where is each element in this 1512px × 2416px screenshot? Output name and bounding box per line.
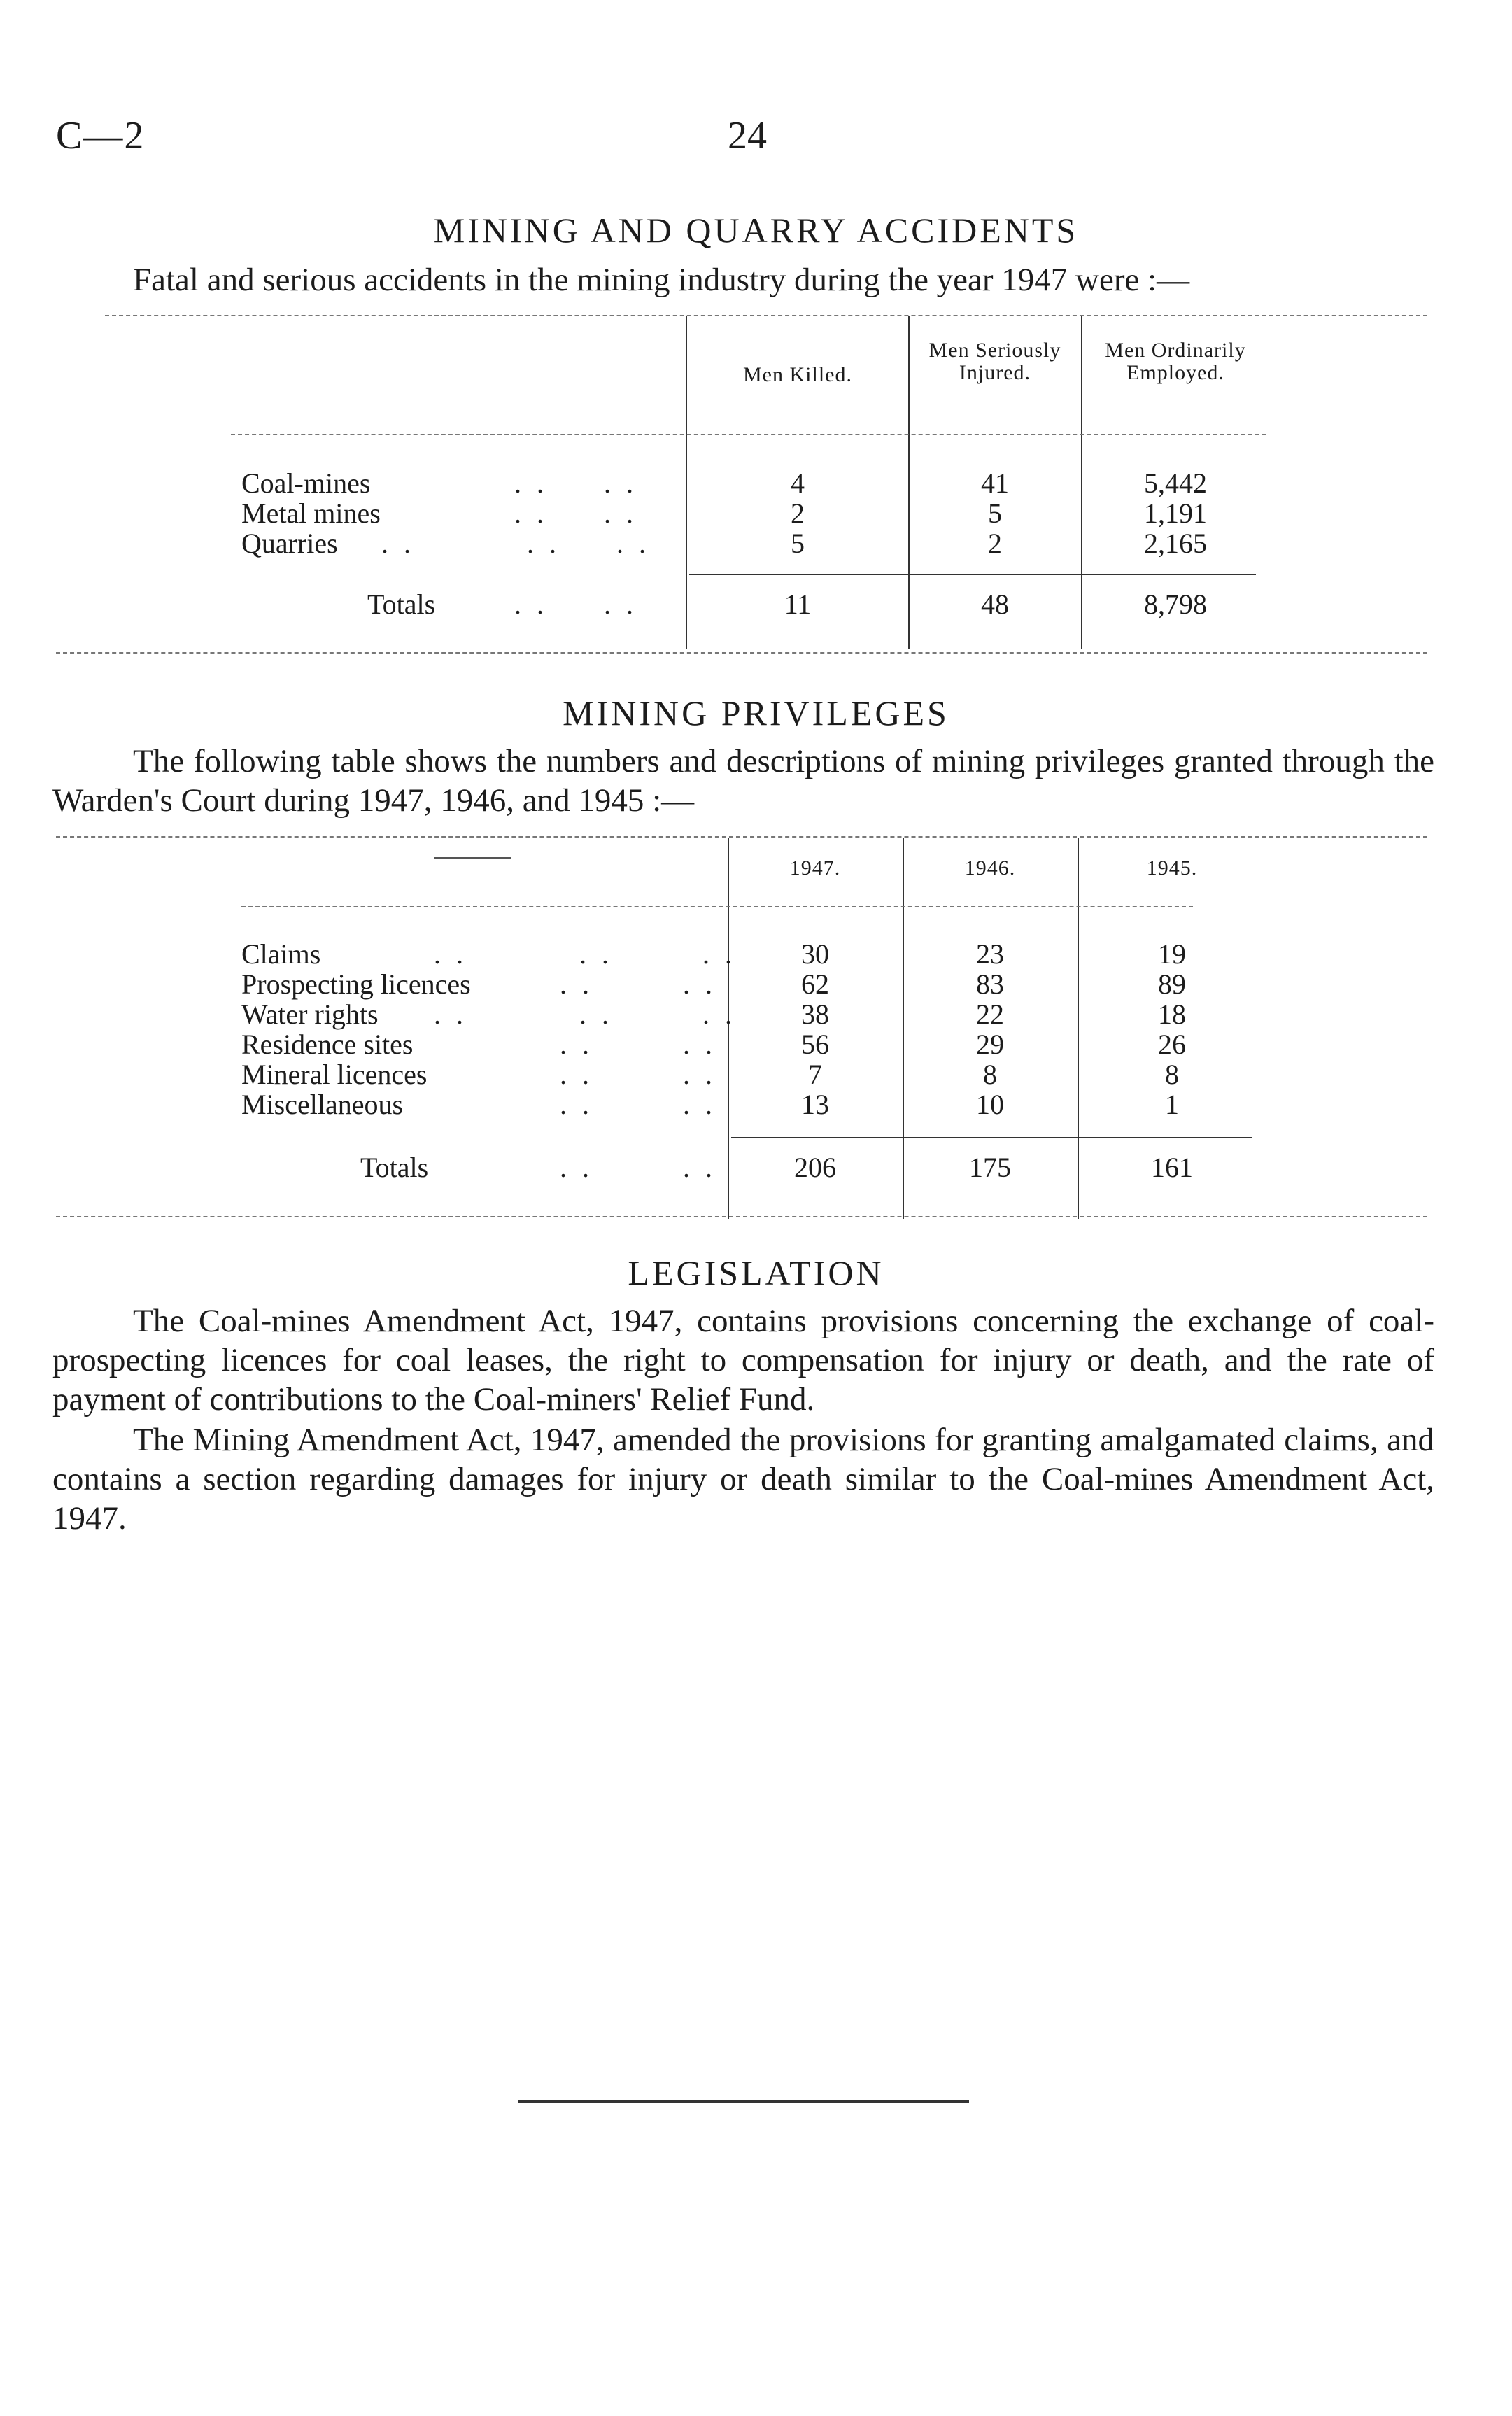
- leader-dots: . . . .: [514, 497, 637, 529]
- leader-dots: . . . .: [560, 1059, 716, 1090]
- cell-injured: 5: [988, 497, 1002, 529]
- row-label: Coal-mines: [241, 467, 371, 499]
- totals-rule: [731, 1137, 1252, 1138]
- totals-label: Totals: [367, 588, 436, 620]
- totals-rule: [689, 574, 1256, 575]
- table-bottom-rule: [56, 652, 1427, 654]
- row-label: Water rights: [241, 998, 379, 1030]
- header-rule: [241, 906, 1193, 907]
- table-bottom-rule: [56, 1216, 1427, 1217]
- legislation-paragraph: The Coal-mines Amendment Act, 1947, contains provisions concerning the exchange of coal-prospecting licences for coal leases, the right to compensation for injury or death, and the rate of payment of contributions to the Coal-miners' Relief Fund.: [52, 1303, 1434, 1418]
- header-men-killed: Men Killed.: [743, 363, 852, 386]
- cell-employed: 5,442: [1144, 467, 1207, 499]
- cell-killed: 2: [791, 497, 805, 529]
- table-top-rule: [105, 315, 1427, 316]
- closing-rule: [518, 2100, 969, 2103]
- row-label: Miscellaneous: [241, 1089, 404, 1120]
- stub-dash: [434, 857, 511, 859]
- header-rule: [231, 434, 1266, 435]
- total-injured: 48: [981, 588, 1009, 620]
- cell-1946: 22: [976, 998, 1004, 1030]
- totals-label: Totals: [360, 1152, 429, 1183]
- accidents-intro: Fatal and serious accidents in the mining industry during the year 1947 were :—: [133, 262, 1190, 298]
- privileges-heading: MINING PRIVILEGES: [563, 693, 949, 733]
- total-1946: 175: [969, 1152, 1011, 1183]
- leader-dots: . . . . . .: [434, 998, 736, 1030]
- header-1945: 1945.: [1146, 856, 1198, 879]
- privileges-intro: The following table shows the numbers and descriptions of mining privileges granted through the Warden's Court during 1947, 1946, and 1945 :—: [52, 743, 1434, 819]
- leader-dots: . . . .: [560, 1089, 716, 1120]
- legislation-paragraph: The Mining Amendment Act, 1947, amended the provisions for granting amalgamated claims, and contains a section regarding damages for injury or death similar to the Coal-mines Amendment Act, 1947.: [52, 1422, 1434, 1537]
- header-men-employed: Men Ordinarily Employed.: [1105, 339, 1246, 384]
- leader-dots: . . . .: [514, 467, 637, 499]
- cell-injured: 2: [988, 528, 1002, 559]
- header-1947: 1947.: [789, 856, 841, 879]
- cell-1946: 8: [983, 1059, 997, 1090]
- column-divider: [908, 316, 910, 649]
- legislation-heading: LEGISLATION: [628, 1253, 884, 1292]
- header-men-injured: Men Seriously Injured.: [928, 339, 1061, 384]
- cell-employed: 1,191: [1144, 497, 1207, 529]
- leader-dots: . . . .: [560, 968, 716, 1000]
- cell-1947: 38: [801, 998, 829, 1030]
- accidents-heading: MINING AND QUARRY ACCIDENTS: [433, 211, 1079, 250]
- cell-1945: 26: [1158, 1029, 1186, 1060]
- cell-1945: 19: [1158, 938, 1186, 970]
- leader-dots: . . . . . .: [434, 938, 736, 970]
- cell-1946: 29: [976, 1029, 1004, 1060]
- row-label: Quarries: [241, 528, 338, 559]
- total-employed: 8,798: [1144, 588, 1207, 620]
- row-label: Claims: [241, 938, 321, 970]
- column-divider: [686, 316, 687, 649]
- cell-1947: 56: [801, 1029, 829, 1060]
- cell-1945: 8: [1165, 1059, 1179, 1090]
- cell-1946: 23: [976, 938, 1004, 970]
- total-1947: 206: [794, 1152, 836, 1183]
- leader-dots: . . . . . .: [381, 528, 650, 559]
- row-label: Residence sites: [241, 1029, 414, 1060]
- total-killed: 11: [784, 588, 812, 620]
- page-number: 24: [728, 114, 767, 157]
- cell-injured: 41: [981, 467, 1009, 499]
- row-label: Prospecting licences: [241, 968, 471, 1000]
- row-label: Mineral licences: [241, 1059, 428, 1090]
- leader-dots: . . . .: [560, 1152, 716, 1183]
- cell-1947: 7: [808, 1059, 822, 1090]
- cell-killed: 4: [791, 467, 805, 499]
- row-label: Metal mines: [241, 497, 381, 529]
- cell-killed: 5: [791, 528, 805, 559]
- column-divider: [1078, 838, 1079, 1219]
- cell-1945: 89: [1158, 968, 1186, 1000]
- cell-1947: 13: [801, 1089, 829, 1120]
- column-divider: [903, 838, 904, 1219]
- total-1945: 161: [1151, 1152, 1193, 1183]
- cell-1945: 1: [1165, 1089, 1179, 1120]
- column-divider: [1081, 316, 1082, 649]
- leader-dots: . . . .: [514, 588, 637, 620]
- header-1946: 1946.: [964, 856, 1016, 879]
- cell-1947: 30: [801, 938, 829, 970]
- cell-1946: 10: [976, 1089, 1004, 1120]
- page-series: C—2: [56, 114, 146, 157]
- cell-1945: 18: [1158, 998, 1186, 1030]
- leader-dots: . . . .: [560, 1029, 716, 1060]
- table-top-rule: [56, 836, 1427, 838]
- cell-employed: 2,165: [1144, 528, 1207, 559]
- cell-1947: 62: [801, 968, 829, 1000]
- cell-1946: 83: [976, 968, 1004, 1000]
